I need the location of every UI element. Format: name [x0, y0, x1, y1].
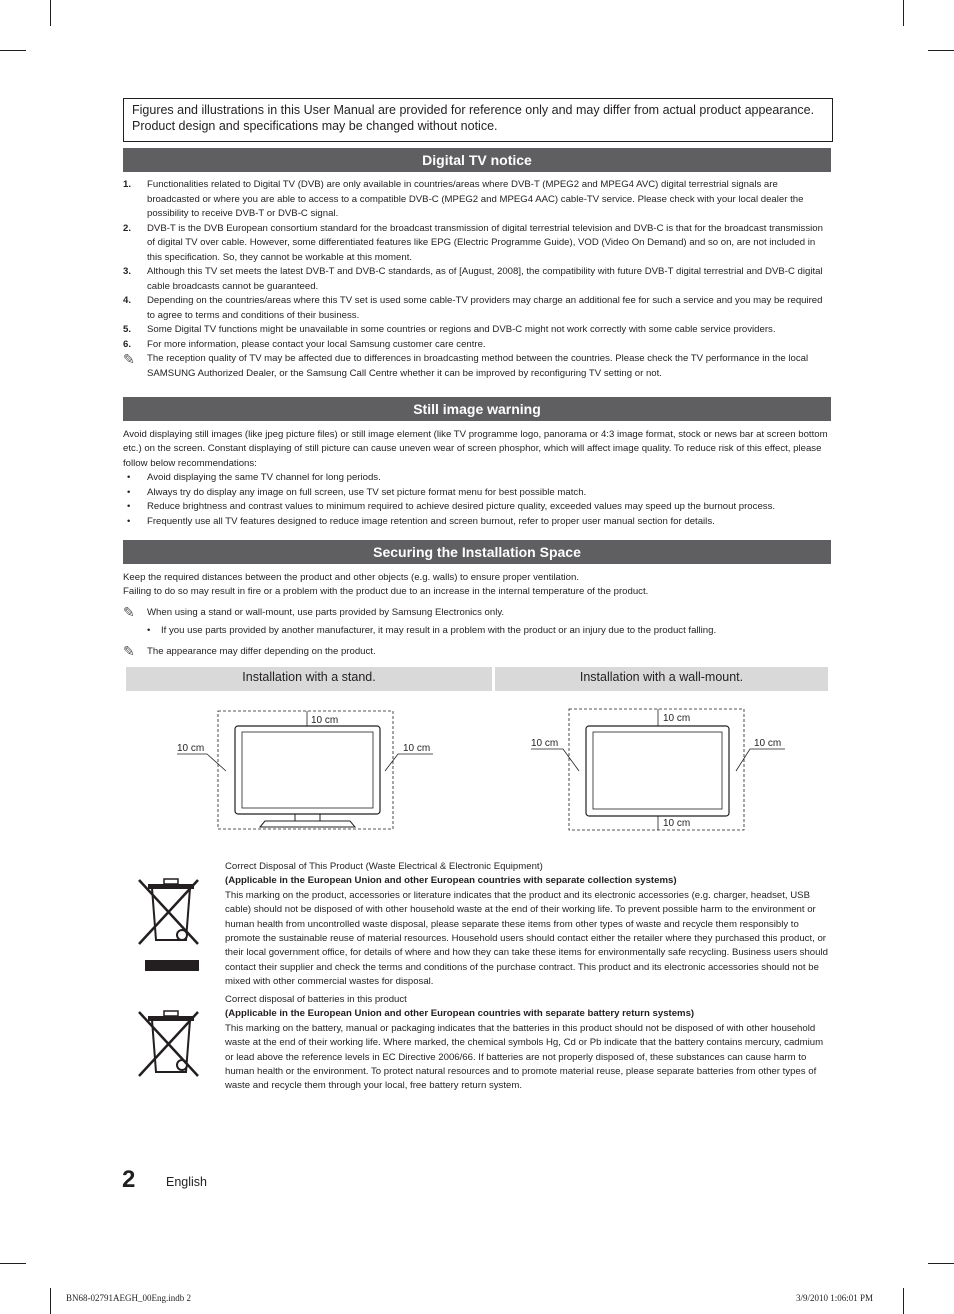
list-item: [123, 515, 828, 530]
installation-heading: Securing the Installation Space: [123, 540, 831, 564]
print-timestamp: 3/9/2010 1:06:01 PM: [796, 1293, 874, 1303]
digital-tv-list: [123, 178, 823, 381]
disclaimer-box: Figures and illustrations in this User Manual are provided for reference only and may differ from actual product appearance. Product design and specifications may be changed without notice.: [123, 98, 833, 142]
digital-tv-heading: Digital TV notice: [123, 148, 831, 172]
distance-label-left: 10 cm: [177, 743, 205, 754]
list-number: 3.: [123, 266, 132, 277]
bullet-icon: •: [127, 515, 131, 527]
distance-label-right: 10 cm: [754, 738, 782, 749]
tv-frame: [586, 726, 729, 816]
list-item: [123, 486, 828, 501]
list-item: [123, 471, 828, 486]
crop-mark: [928, 1263, 954, 1264]
crop-mark: [0, 50, 26, 51]
crop-mark: [50, 0, 51, 26]
still-image-heading: Still image warning: [123, 397, 831, 421]
distance-label-top: 10 cm: [311, 715, 339, 726]
list-item-text: Some Digital TV functions might be unavailable in some countries or regions and DVB-C might not work correctly with some cable service providers.: [147, 324, 776, 335]
list-item: [123, 294, 823, 323]
list-item-text: Avoid displaying the same TV channel for long periods.: [147, 472, 381, 483]
battery-disposal-text: Correct disposal of batteries in this product (Applicable in the European Union and other European countries with separate battery return systems) This marking on the battery, manual or packaging indicates that the batteries in this product should not be disposed of with other household waste at the end of their working life. Where marked, the chemical symbols Hg, Cd or Pb indicate that the battery contains mercury, cadmium or lead above the reference levels in EC Directive 2006/66. If batteries are not properly disposed of, these substances can cause harm to human health or the environment. To protect natural resources and to promote material reuse, please separate batteries from other types of waste and recycle them through your local, free battery return system.: [225, 994, 824, 1092]
still-image-bullets: [123, 471, 828, 529]
crossed-bin-icon: [138, 876, 204, 974]
file-slug: BN68-02791AEGH_00Eng.indb 2: [66, 1293, 191, 1303]
list-item-text: Although this TV set meets the latest DVB-T and DVB-C standards, as of [August, 2008], the compatibility with future DVB-T digital terrestrial and DVB-C digital cable broadcasts cannot be guaranteed.: [147, 266, 823, 292]
pencil-note-icon: ✎: [123, 351, 135, 367]
crop-mark: [903, 0, 904, 26]
crop-mark: [50, 1288, 51, 1314]
wall-installation-header: Installation with a wall-mount.: [495, 667, 828, 691]
bullet-icon: •: [127, 501, 131, 512]
list-number: 1.: [123, 179, 132, 190]
tv-frame: [235, 726, 380, 814]
installation-note-1: ✎ When using a stand or wall-mount, use parts provided by Samsung Electronics only.: [123, 604, 505, 620]
list-item: [123, 265, 823, 294]
stand-installation-header: Installation with a stand.: [126, 667, 492, 691]
list-item-text: DVB-T is the DVB European consortium standard for the broadcast transmission of digital terrestrial television and DVB-C is that for the broadcast transmission of digital TV over cable. However, some differentiated features like EPG (Electric Programme Guide), VOD (Video On Demand) and so on, are not included in this specification. So, they cannot be workable at this moment.: [147, 222, 823, 263]
list-item-text: Depending on the countries/areas where this TV set is used some cable-TV providers may charge an additional fee for such a service and you may be required to agree to terms and conditions of their business.: [147, 295, 823, 321]
wall-installation-diagram: [525, 700, 795, 835]
list-number: 6.: [123, 338, 132, 350]
crop-mark: [0, 1263, 26, 1264]
installation-sub-bullet: • If you use parts provided by another manufacturer, it may result in a problem with the product or an injury due to the product falling.: [147, 625, 717, 636]
list-item-text: Always try do display any image on full screen, use TV set picture format menu for best possible match.: [147, 486, 587, 498]
list-item: [123, 178, 823, 222]
distance-label-left: 10 cm: [531, 738, 559, 749]
crop-mark: [928, 50, 954, 51]
list-item: [123, 352, 823, 381]
page-number: 2: [122, 1166, 136, 1193]
installation-intro: Keep the required distances between the product and other objects (e.g. walls) to ensure proper ventilation. Failing to do so may result in fire or a problem with the product due to an increase in the internal temperature of the product.: [123, 572, 649, 598]
stand-installation-diagram: [170, 700, 450, 835]
distance-label-bottom: 10 cm: [663, 818, 691, 829]
weee-disposal-text: Correct Disposal of This Product (Waste Electrical & Electronic Equipment) (Applicable in the European Union and other European countries with separate collection systems) This marking on the product, accessories or literature indicates that the product and its electronic accessories (e.g. charger, headset, USB cable) should not be disposed of with other household waste at the end of their working life. To prevent possible harm to the environment or human health from uncontrolled waste disposal, please separate these items from other types of waste and recycle them responsibly to promote the sustainable reuse of material resources. Household users should contact either the retailer where they purchased this product, or their local government office, for details of where and how they can take these items for environmentally safe recycling. Business users should contact their supplier and check the terms and conditions of the purchase contract. This product and its electronic accessories should not be mixed with other commercial wastes for disposal.: [225, 861, 828, 988]
list-item: [123, 338, 823, 353]
list-item-text: For more information, please contact your local Samsung customer care centre.: [147, 338, 486, 350]
list-item-text: Reduce brightness and contrast values to minimum required to achieve desired picture quality, exceeded values may speed up the burnout process.: [147, 501, 776, 512]
list-item-text: Functionalities related to Digital TV (DVB) are only available in countries/areas where DVB-T (MPEG2 and MPEG4 AVC) digital terrestrial signals are broadcasted or where you are able to access to a compatible DVB-C (MPEG2 and MPEG4 AAC) cable-TV service. Please check with your local dealer the possibility to receive DVB-T or DVB-C signal.: [147, 179, 804, 219]
bullet-icon: •: [127, 486, 131, 498]
list-item-text: The reception quality of TV may be affected due to differences in broadcasting method between the countries. Please check the TV performance in the local SAMSUNG Authorized Dealer, or the Samsung Call Centre whether it can be improved by reconfiguring TV setting or not.: [147, 353, 809, 379]
page-language: English: [166, 1175, 207, 1189]
still-image-intro: Avoid displaying still images (like jpeg picture files) or still image element (like TV programme logo, panorama or 4:3 image format, stock or news bar at screen bottom etc.) on the screen. Constant displaying of still picture can cause uneven wear of screen phosphor, which will affect image quality. To reduce risk of this effect, please follow below recommendations:: [123, 429, 828, 469]
distance-label-right: 10 cm: [403, 743, 431, 754]
bullet-icon: •: [127, 472, 131, 483]
pencil-note-icon: ✎: [123, 643, 135, 659]
list-item: [123, 500, 828, 515]
distance-label-top: 10 cm: [663, 713, 691, 724]
installation-note-2: ✎ The appearance may differ depending on the product.: [123, 643, 376, 659]
list-item: [123, 323, 823, 338]
list-number: 2.: [123, 222, 132, 234]
list-number: 4.: [123, 295, 132, 306]
tv-stand: [260, 821, 355, 827]
bullet-icon: •: [147, 625, 151, 636]
crop-mark: [903, 1288, 904, 1314]
list-item: [123, 222, 823, 266]
crossed-bin-icon: [138, 1008, 204, 1080]
list-number: 5.: [123, 324, 132, 335]
pencil-note-icon: ✎: [123, 604, 135, 620]
list-item-text: Frequently use all TV features designed to reduce image retention and screen burnout, refer to proper user manual section for details.: [147, 515, 715, 527]
